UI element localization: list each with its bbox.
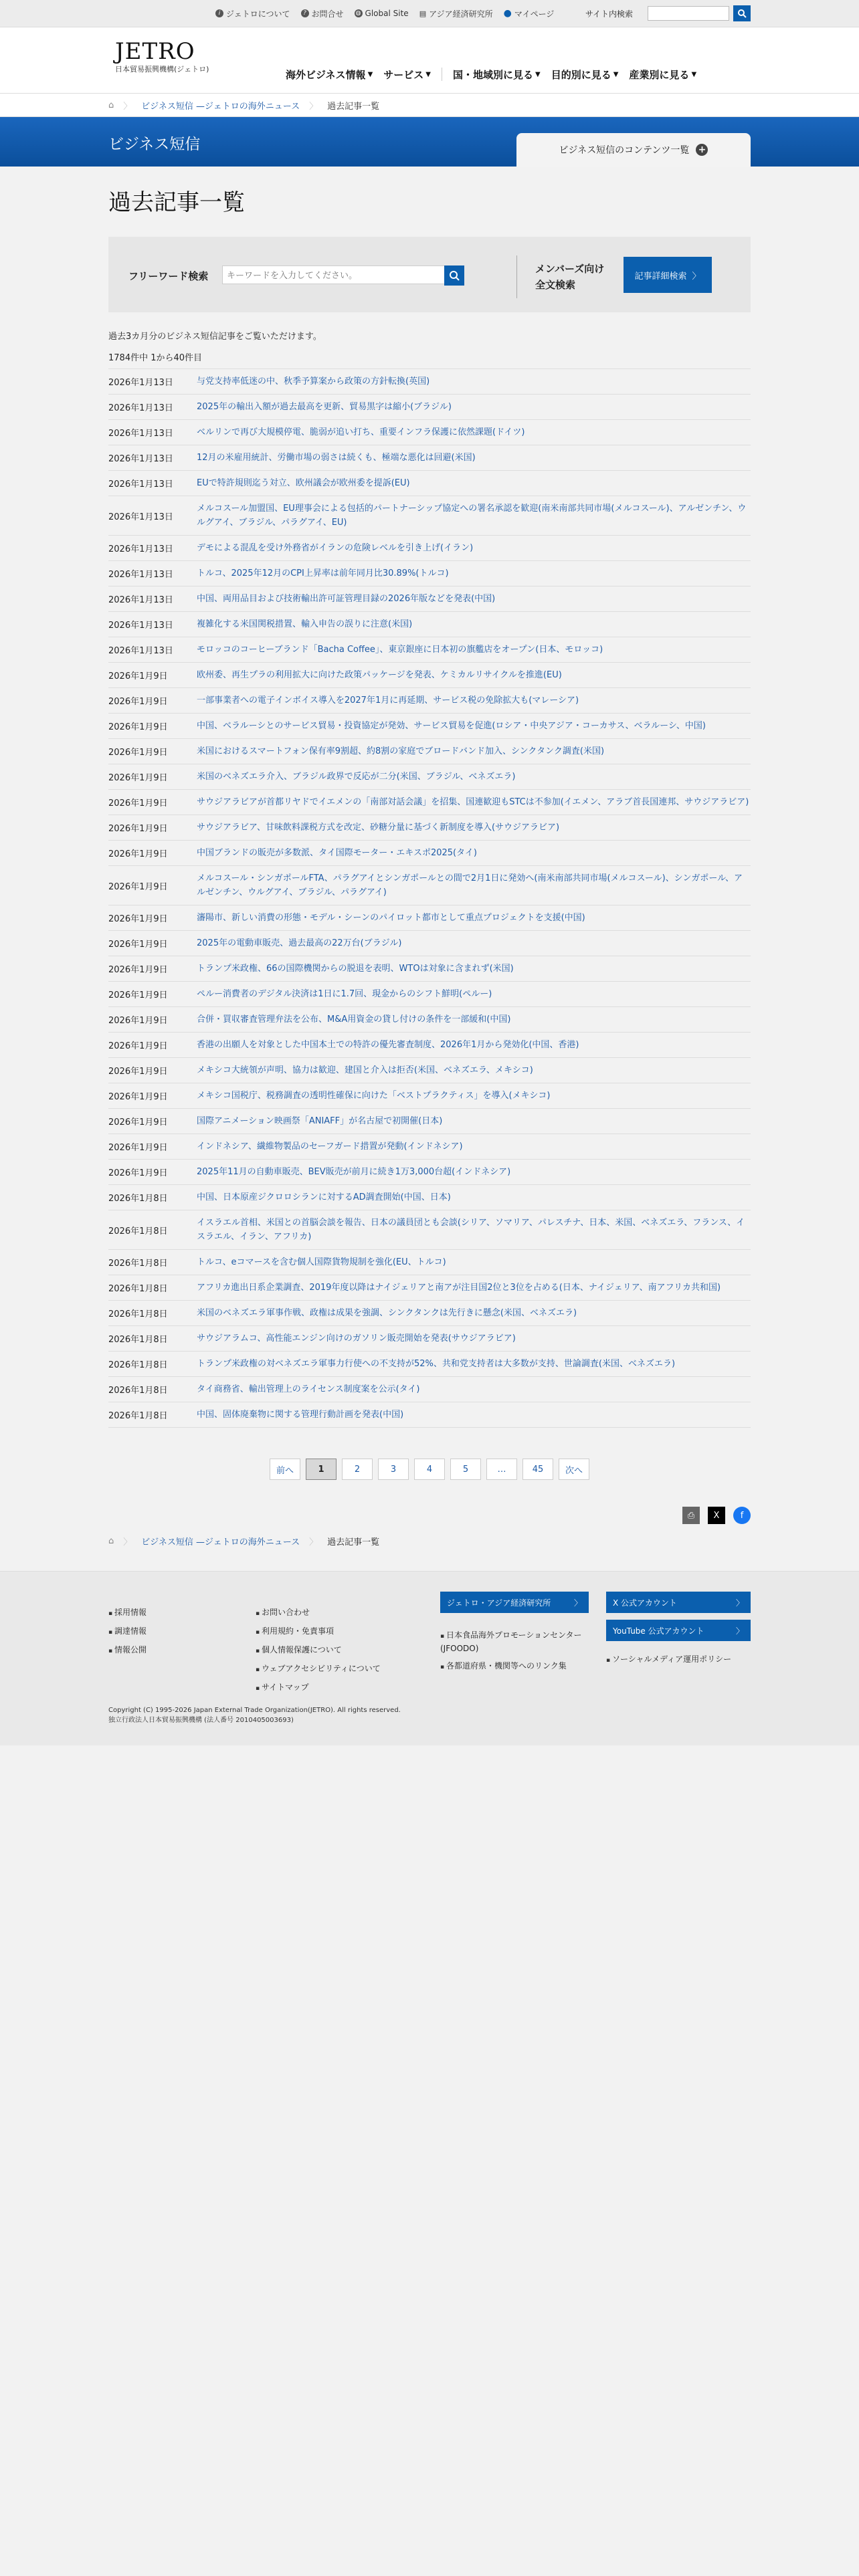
article-row [108, 637, 751, 663]
article-title-link[interactable]: 複雑化する米国関税措置、輸入申告の誤りに注意(米国) [197, 619, 413, 629]
article-row [108, 395, 751, 420]
ide-link[interactable]: ▤ アジア経済研究所 [419, 9, 493, 19]
article-title-link[interactable]: 12月の米雇用統計、労働市場の弱さは続くも、極端な悪化は回避(米国) [197, 453, 476, 463]
footer-link[interactable]: ▪ 個人情報保護について [256, 1641, 381, 1660]
jetro-logo[interactable] [115, 38, 209, 74]
breadcrumb-separator: 〉 [123, 1537, 132, 1547]
site-search [585, 5, 751, 21]
article-title-link[interactable]: アフリカ進出日系企業調査、2019年度以降はナイジェリアと南アが注目国2位と3位を占める(日本、ナイジェリア、南アフリカ共和国) [197, 1283, 721, 1293]
article-row [108, 866, 751, 905]
article-title-link[interactable]: 中国、ベラルーシとのサービス貿易・投資協定が発効、サービス貿易を促進(ロシア・中央アジア・コーカサス、ベラルーシ、中国) [197, 721, 706, 731]
article-row [108, 1210, 751, 1250]
article-row [108, 612, 751, 637]
article-date: 2026年1月9日 [108, 1067, 168, 1077]
article-row [108, 739, 751, 764]
main-content [108, 167, 751, 1551]
footer-link[interactable]: ▪ 日本食品海外プロモーションセンター(JFOODO) [440, 1629, 594, 1654]
article-date: 2026年1月8日 [108, 1386, 168, 1396]
search-divider [516, 255, 517, 298]
article-title-link[interactable]: ベルリンで再び大規模停電、脆弱が追い打ち、重要インフラ保護に依然課題(ドイツ) [197, 427, 525, 437]
breadcrumb-separator: 〉 [123, 101, 132, 112]
article-title-link[interactable]: デモによる混乱を受け外務省がイランの危険レベルを引き上げ(イラン) [197, 543, 474, 553]
footer-link[interactable]: ▪ 情報公開 [108, 1641, 147, 1660]
article-row [108, 764, 751, 790]
article-date: 2026年1月13日 [108, 378, 173, 388]
article-row [108, 471, 751, 496]
article-date: 2026年1月9日 [108, 773, 168, 783]
article-date: 2026年1月9日 [108, 798, 168, 809]
article-title-link[interactable]: メキシコ国税庁、税務調査の透明性確保に向けた「ベストプラクティス」を導入(メキシコ) [197, 1091, 551, 1101]
search-icon [737, 9, 747, 18]
article-title-link[interactable]: 与党支持率低迷の中、秋季予算案から政策の方針転換(英国) [197, 377, 430, 387]
article-date: 2026年1月8日 [108, 1360, 168, 1370]
article-row [108, 536, 751, 561]
freeword-search-input[interactable] [222, 265, 446, 284]
article-title-link[interactable]: 米国におけるスマートフォン保有率9割超、約8割の家庭でブロードバンド加入、シンクタンク調査(米国) [197, 746, 605, 756]
article-title-link[interactable]: メキシコ大統領が声明、協力は歓迎、建国と介入は拒否(米国、ベネズエラ、メキシコ) [197, 1065, 533, 1075]
mypage-link[interactable]: ● マイページ [503, 8, 555, 19]
x-icon[interactable]: X [708, 1507, 725, 1524]
article-row [108, 790, 751, 815]
pager-ellipsis: … [486, 1459, 517, 1480]
article-date: 2026年1月8日 [108, 1335, 168, 1345]
article-row [108, 1058, 751, 1083]
article-date: 2026年1月9日 [108, 914, 168, 924]
site-footer [0, 1571, 859, 1745]
article-title-link[interactable]: 2025年の輸出入額が過去最高を更新、貿易黒字は縮小(ブラジル) [197, 402, 452, 412]
article-row [108, 1402, 751, 1428]
article-date: 2026年1月13日 [108, 454, 173, 464]
article-title-link[interactable]: サウジアラビアが首都リヤドでイエメンの「南部対話会議」を招集、国連歓迎もSTCは不参加(イエメン、アラブ首長国連邦、サウジアラビア) [197, 797, 749, 807]
article-row [108, 1185, 751, 1210]
article-title-link[interactable]: トランプ米政権の対ベネズエラ軍事力行使への不支持が52%、共和党支持者は大多数が支持、世論調査(米国、ベネズエラ) [197, 1359, 676, 1369]
article-date: 2026年1月9日 [108, 849, 168, 859]
article-row [108, 956, 751, 982]
article-title-link[interactable]: 2025年11月の自動車販売、BEV販売が前月に続き1万3,000台超(インドネシア) [197, 1167, 511, 1177]
chevron-right-icon: 〉 [735, 1626, 744, 1636]
article-row [108, 561, 751, 586]
pager-page[interactable]: 1 [306, 1459, 337, 1480]
article-date: 2026年1月13日 [108, 479, 173, 490]
question-icon: ? [301, 9, 309, 17]
article-date: 2026年1月9日 [108, 881, 168, 892]
article-row [108, 714, 751, 739]
article-date: 2026年1月13日 [108, 429, 173, 439]
article-row [108, 1326, 751, 1352]
article-date: 2026年1月9日 [108, 671, 168, 681]
article-row [108, 841, 751, 866]
article-row [108, 1352, 751, 1377]
article-date: 2026年1月9日 [108, 1016, 168, 1026]
breadcrumb-separator: 〉 [309, 101, 318, 112]
article-row [108, 420, 751, 445]
article-row [108, 1134, 751, 1160]
article-row [108, 688, 751, 714]
article-date: 2026年1月13日 [108, 570, 173, 580]
article-date: 2026年1月9日 [108, 965, 168, 975]
article-title-link[interactable]: 米国のベネズエラ軍事作戦、政権は成果を強調、シンクタンクは先行きに懸念(米国、ベネズエラ) [197, 1308, 577, 1318]
article-title-link[interactable]: メルコスール・シンガポールFTA、パラグアイとシンガポールとの間で2月1日に発効へ(南米南部共同市場(メルコスール)、シンガポール、アルゼンチン、ウルグアイ、ブラジル、パラグアイ) [197, 873, 743, 897]
section-title: ビジネス短信 [108, 136, 201, 153]
breadcrumb-separator: 〉 [309, 1537, 318, 1547]
youtube-account-label: YouTube 公式アカウント [613, 1626, 704, 1636]
article-row [108, 1250, 751, 1275]
youtube-account-button[interactable] [606, 1620, 751, 1641]
facebook-icon[interactable]: f [733, 1507, 751, 1524]
footer-link[interactable]: ▪ サイトマップ [256, 1679, 381, 1697]
article-title-link[interactable]: 中国、固体廃棄物に関する管理行動計画を発表(中国) [197, 1410, 404, 1420]
globe-icon: ◍ [355, 9, 363, 17]
logo-subtitle: 日本貿易振興機構(ジェトロ) [115, 65, 209, 74]
article-date: 2026年1月8日 [108, 1284, 168, 1294]
article-title-link[interactable]: 中国、両用品目および技術輸出許可証管理目録の2026年版などを発表(中国) [197, 594, 496, 604]
article-title-link[interactable]: 香港の出願人を対象とした中国本土での特許の優先審査制度、2026年1月から発効化(中国、香港) [197, 1040, 579, 1050]
print-icon[interactable]: ⎙ [682, 1507, 700, 1524]
article-row [108, 1275, 751, 1301]
nav-overseas-business[interactable]: 海外ビジネス情報 ▼ [286, 69, 373, 81]
freeword-search-label: フリーワード検索 [128, 270, 209, 282]
utility-bar [0, 0, 859, 27]
ide-button-label: ジェトロ・アジア経済研究所 [447, 1598, 551, 1608]
breadcrumb-current: 過去記事一覧 [327, 1537, 380, 1547]
footer-col-2 [256, 1604, 381, 1697]
article-title-link[interactable]: メルコスール加盟国、EU理事会による包括的パートナーシップ協定への署名承認を歓迎(南米南部共同市場(メルコスール)、アルゼンチン、ウルグアイ、ブラジル、パラグアイ、EU) [197, 504, 747, 528]
search-icon [449, 270, 460, 281]
footer-link[interactable]: ▪ ソーシャルメディア運用ポリシー [606, 1650, 731, 1669]
article-title-link[interactable]: ペルー消費者のデジタル決済は1日に1.7回、現金からのシフト鮮明(ペルー) [197, 989, 492, 999]
article-row [108, 496, 751, 536]
pager-page[interactable]: 5 [450, 1459, 481, 1480]
freeword-search-panel [108, 237, 751, 312]
article-date: 2026年1月13日 [108, 595, 173, 605]
article-date: 2026年1月8日 [108, 1411, 168, 1421]
about-link[interactable]: i ジェトロについて [215, 8, 290, 19]
article-title-link[interactable]: 一部事業者への電子インボイス導入を2027年1月に再延期、サービス税の免除拡大も(マレーシア) [197, 695, 579, 706]
contents-menu-button[interactable] [516, 133, 751, 167]
article-date: 2026年1月13日 [108, 544, 173, 554]
article-row [108, 369, 751, 395]
plus-icon: + [696, 144, 708, 156]
pagination [108, 1459, 751, 1480]
article-title-link[interactable]: 中国ブランドの販売が多数派、タイ国際モーター・エキスポ2025(タイ) [197, 848, 477, 858]
article-date: 2026年1月9日 [108, 824, 168, 834]
article-row [108, 663, 751, 688]
article-date: 2026年1月9日 [108, 940, 168, 950]
chevron-down-icon: ▼ [367, 71, 373, 78]
site-search-button[interactable] [733, 5, 751, 21]
footer-link[interactable]: ▪ 採用情報 [108, 1604, 147, 1622]
chevron-right-icon: 〉 [573, 1598, 582, 1608]
article-date: 2026年1月8日 [108, 1226, 168, 1237]
article-date: 2026年1月8日 [108, 1309, 168, 1319]
article-date: 2026年1月8日 [108, 1259, 168, 1269]
article-row [108, 815, 751, 841]
article-title-link[interactable]: サウジアラビア、甘味飲料課税方式を改定、砂糖分量に基づく新制度を導入(サウジアラビア) [197, 823, 560, 833]
footer-col-3 [440, 1629, 594, 1673]
global-site-link[interactable]: ◍ Global Site [355, 9, 409, 18]
global-nav [286, 68, 696, 82]
copyright: Copyright (C) 1995-2026 Japan External Trade Organization(JETRO). All rights reserved. 独立行政法人日本貿易振興機構 (法人番号 2010405003693) [108, 1707, 401, 1724]
chevron-down-icon: ▼ [425, 71, 431, 78]
article-date: 2026年1月9日 [108, 990, 168, 1000]
chevron-down-icon: ▼ [535, 71, 541, 78]
article-date: 2026年1月9日 [108, 1117, 168, 1128]
article-row [108, 1007, 751, 1033]
footer-link[interactable]: ▪ ウェブアクセシビリティについて [256, 1660, 381, 1679]
pager-page[interactable]: 2 [342, 1459, 373, 1480]
article-title-link[interactable]: サウジアラムコ、高性能エンジン向けのガソリン販売開始を発表(サウジアラビア) [197, 1333, 516, 1344]
chevron-right-icon: 〉 [735, 1598, 744, 1608]
footer-link[interactable]: ▪ 利用規約・免責事項 [256, 1622, 381, 1641]
article-date: 2026年1月9日 [108, 1168, 168, 1178]
article-title-link[interactable]: トランプ米政権、66の国際機関からの脱退を表明、WTOは対象に含まれず(米国) [197, 964, 514, 974]
breadcrumb [0, 94, 859, 117]
detail-search-button[interactable] [624, 257, 712, 293]
article-title-link[interactable]: モロッコのコーヒーブランド「Bacha Coffee」、東京銀座に日本初の旗艦店をオープン(日本、モロッコ) [197, 645, 603, 655]
chevron-right-icon: 〉 [692, 271, 701, 282]
article-date: 2026年1月9日 [108, 748, 168, 758]
article-row [108, 1109, 751, 1134]
contact-link[interactable]: ? お問合せ [301, 8, 344, 19]
site-header [0, 27, 859, 94]
article-title-link[interactable]: EUで特許規則迄う対立、欧州議会が欧州委を提訴(EU) [197, 478, 410, 488]
article-row [108, 982, 751, 1007]
breadcrumb-current: 過去記事一覧 [327, 101, 380, 112]
breadcrumb-parent[interactable]: ビジネス短信 —ジェトロの海外ニュース [141, 1537, 300, 1547]
page-title: 過去記事一覧 [108, 189, 245, 216]
nav-by-purpose[interactable]: 目的別に見る ▼ [551, 69, 619, 81]
article-date: 2026年1月13日 [108, 646, 173, 656]
article-title-link[interactable]: 欧州委、再生プラの利用拡大に向けた政策パッケージを発表、ケミカルリサイクルを推進(EU) [197, 670, 562, 680]
article-date: 2026年1月8日 [108, 1194, 168, 1204]
nav-by-industry[interactable]: 産業別に見る ▼ [629, 69, 697, 81]
article-date: 2026年1月9日 [108, 1041, 168, 1051]
article-date: 2026年1月9日 [108, 722, 168, 732]
article-title-link[interactable]: タイ商務省、輸出管理上のライセンス制度案を公示(タイ) [197, 1384, 420, 1394]
article-title-link[interactable]: 米国のベネズエラ介入、ブラジル政界で反応が二分(米国、ブラジル、ベネズエラ) [197, 772, 516, 782]
home-icon[interactable]: ⌂ [108, 100, 114, 110]
chevron-down-icon: ▼ [613, 71, 619, 78]
site-search-input[interactable] [648, 6, 729, 21]
article-row [108, 1033, 751, 1058]
article-row [108, 586, 751, 612]
site-search-label: サイト内検索 [585, 9, 633, 19]
utility-links [215, 0, 554, 27]
breadcrumb-parent[interactable]: ビジネス短信 —ジェトロの海外ニュース [141, 101, 300, 112]
nav-by-region[interactable]: 国・地域別に見る ▼ [452, 69, 541, 81]
book-icon: ▤ [419, 9, 427, 18]
article-row [108, 931, 751, 956]
article-date: 2026年1月13日 [108, 621, 173, 631]
article-row [108, 1160, 751, 1185]
article-title-link[interactable]: 2025年の電動車販売、過去最高の22万台(ブラジル) [197, 938, 402, 948]
freeword-search-button[interactable] [444, 265, 464, 286]
article-title-link[interactable]: 中国、日本原産ジクロロシランに対するAD調査開始(中国、日本) [197, 1192, 451, 1202]
article-title-link[interactable]: トルコ、eコマースを含む個人国際貨物規制を強化(EU、トルコ) [197, 1257, 446, 1267]
footer-link[interactable]: ▪ 調達情報 [108, 1622, 147, 1641]
nav-services[interactable]: サービス ▼ [383, 69, 431, 81]
article-title-link[interactable]: 合併・買収審査管理弁法を公布、M&A用資金の貸し付けの条件を一部緩和(中国) [197, 1014, 511, 1025]
home-icon[interactable]: ⌂ [108, 1535, 114, 1546]
article-row [108, 905, 751, 931]
article-row [108, 1301, 751, 1326]
article-date: 2026年1月13日 [108, 403, 173, 413]
article-date: 2026年1月13日 [108, 512, 173, 522]
article-row [108, 1083, 751, 1109]
article-row [108, 445, 751, 471]
footer-link[interactable]: ▪ 各都道府県・機関等へのリンク集 [440, 1660, 594, 1673]
article-date: 2026年1月9日 [108, 1092, 168, 1102]
detail-search-label: 記事詳細検索 [634, 271, 687, 282]
article-title-link[interactable]: 国際アニメーション映画祭「ANIAFF」が名古屋で初開催(日本) [197, 1116, 443, 1126]
contents-menu-label: ビジネス短信のコンテンツ一覧 [559, 145, 690, 156]
article-title-link[interactable]: トルコ、2025年12月のCPI上昇率は前年同月比30.89%(トルコ) [197, 568, 449, 578]
pager-prev[interactable]: 前へ [270, 1459, 300, 1480]
pager-page[interactable]: 45 [522, 1459, 553, 1480]
article-title-link[interactable]: インドネシア、繊維物製品のセーフガード措置が発動(インドネシア) [197, 1142, 463, 1152]
pager-next[interactable]: 次へ [559, 1459, 589, 1480]
article-date: 2026年1月9日 [108, 697, 168, 707]
breadcrumb-bottom [108, 1531, 751, 1551]
article-row [108, 1377, 751, 1402]
footer-col-1 [108, 1604, 147, 1660]
user-icon: ● [503, 8, 512, 19]
logo-mark: JETRO [115, 38, 195, 65]
footer-col-4 [606, 1650, 731, 1669]
pager-page[interactable]: 4 [414, 1459, 445, 1480]
pager-page[interactable]: 3 [378, 1459, 409, 1480]
share-buttons [108, 1507, 751, 1524]
members-search-label: メンバーズ向け 全文検索 [535, 263, 605, 291]
article-title-link[interactable]: イスラエル首相、米国との首脳会談を報告、日本の議員団とも会談(シリア、ソマリア、パレスチナ、日本、米国、ベネズエラ、フランス、イスラエル、イラン、アフリカ) [197, 1218, 745, 1242]
section-band [0, 117, 859, 167]
archive-note: 過去3カ月分のビジネス短信記事をご覧いただけます。 [108, 332, 322, 342]
x-account-label: X 公式アカウント [613, 1598, 677, 1608]
article-date: 2026年1月9日 [108, 1143, 168, 1153]
article-title-link[interactable]: 瀋陽市、新しい消費の形態・モデル・シーンのパイロット都市として重点プロジェクトを支援(中国) [197, 913, 585, 923]
info-icon: i [215, 9, 223, 17]
result-count: 1784件中 1から40件目 [108, 353, 203, 363]
chevron-down-icon: ▼ [691, 71, 697, 78]
x-account-button[interactable] [606, 1592, 751, 1613]
footer-link[interactable]: ▪ お問い合わせ [256, 1604, 381, 1622]
article-list [108, 368, 751, 1428]
ide-button[interactable] [440, 1592, 589, 1613]
